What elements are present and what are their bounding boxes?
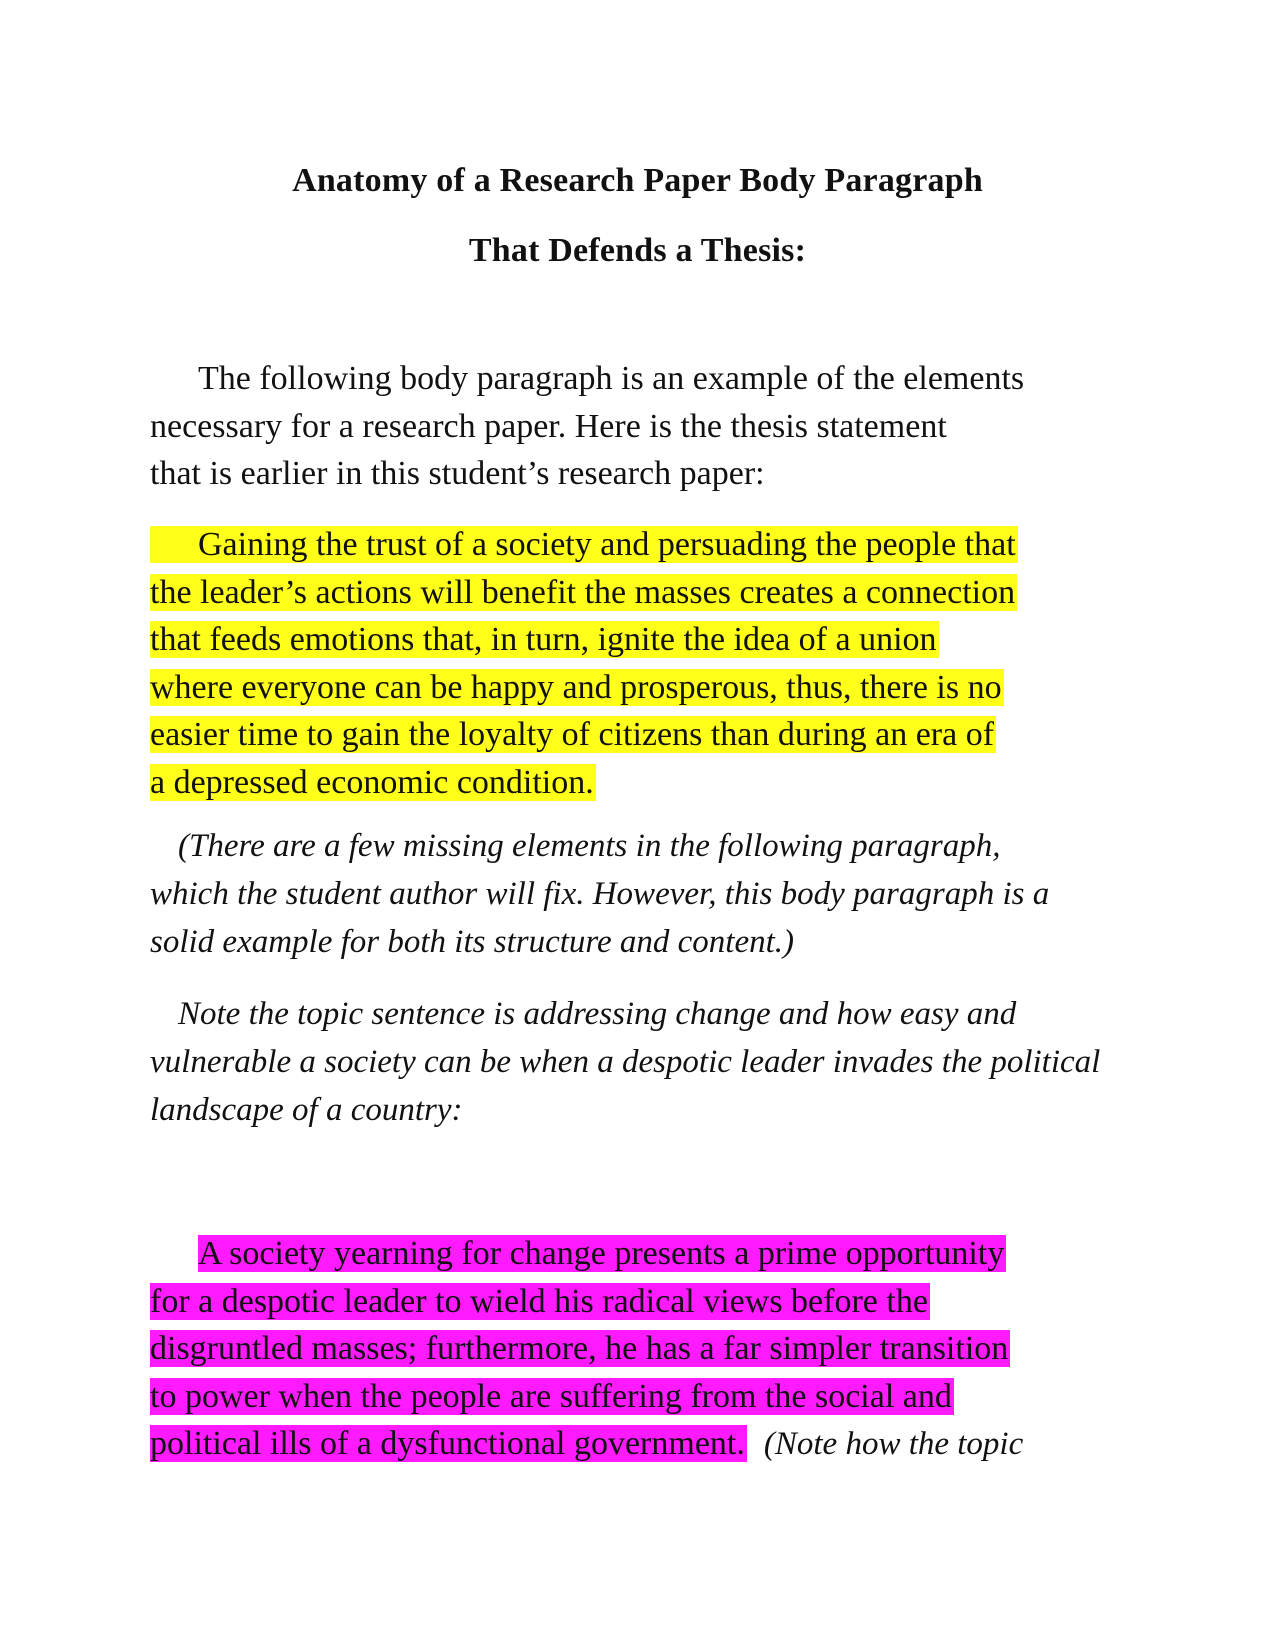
- thesis-line: the leader’s actions will benefit the masses creates a connection: [150, 573, 1016, 611]
- trailing-note: (Note how the topic: [763, 1426, 1024, 1462]
- topic-sentence-line: disgruntled masses; furthermore, he has a far simpler transition: [150, 1330, 1009, 1367]
- topic-sentence-line: political ills of a dysfunctional government.: [150, 1425, 745, 1462]
- body-paragraph: [150, 1230, 1130, 1469]
- intro-line: that is earlier in this student’s research paper:: [150, 455, 765, 492]
- topic-sentence-line: to power when the people are suffering from the social and: [150, 1377, 952, 1415]
- topic-sentence-line: for a despotic leader to wield his radical views before the: [150, 1282, 928, 1320]
- topic-sentence-note: [150, 990, 1130, 1134]
- note-line: which the student author will fix. However, this body paragraph is a: [150, 876, 1050, 912]
- title-line-1: Anatomy of a Research Paper Body Paragraph: [292, 162, 983, 199]
- note-line: landscape of a country:: [150, 1092, 463, 1128]
- page-title: [0, 146, 1275, 286]
- thesis-line: where everyone can be happy and prosperous, thus, there is no: [150, 668, 1002, 706]
- title-line-2: That Defends a Thesis:: [468, 232, 807, 269]
- intro-line: The following body paragraph is an example of the elements: [198, 360, 1025, 397]
- thesis-statement: [150, 521, 1130, 806]
- missing-elements-note: [150, 822, 1130, 966]
- note-line: solid example for both its structure and content.): [150, 924, 795, 960]
- thesis-line: a depressed economic condition.: [150, 763, 594, 801]
- topic-sentence-line: A society yearning for change presents a prime opportunity: [198, 1235, 1005, 1272]
- intro-paragraph: [150, 355, 1130, 498]
- thesis-line: that feeds emotions that, in turn, ignite the idea of a union: [150, 621, 937, 658]
- note-line: vulnerable a society can be when a despotic leader invades the political: [150, 1044, 1101, 1080]
- note-line: (There are a few missing elements in the following paragraph,: [178, 828, 1001, 864]
- thesis-line: easier time to gain the loyalty of citizens than during an era of: [150, 716, 995, 753]
- thesis-line: Gaining the trust of a society and persuading the people that: [150, 526, 1018, 563]
- note-line: Note the topic sentence is addressing change and how easy and: [178, 996, 1017, 1032]
- intro-line: necessary for a research paper. Here is the thesis statement: [150, 407, 947, 445]
